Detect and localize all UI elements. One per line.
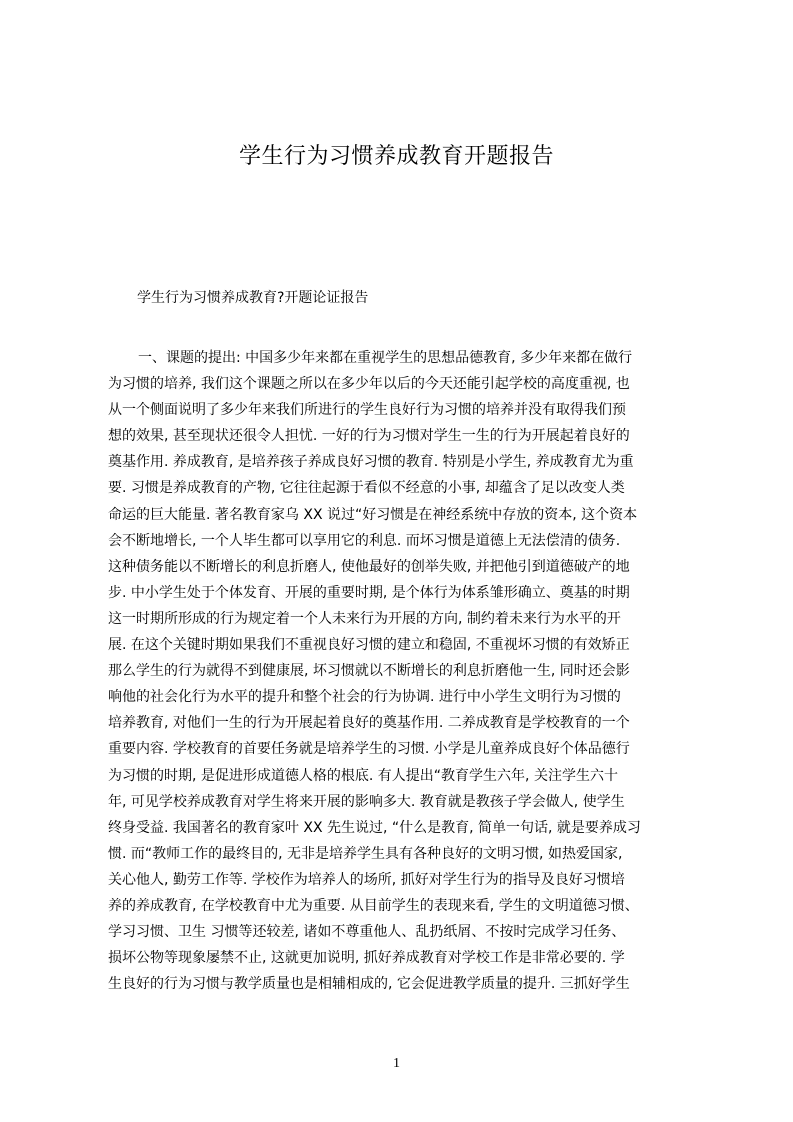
body-line: 奠基作用. 养成教育, 是培养孩子养成良好习惯的教育. 特别是小学生, 养成教育尤为重 (108, 454, 634, 471)
body-line: 养的养成教育, 在学校教育中尤为重要. 从目前学生的表现来看, 学生的文明道德习惯、 (108, 897, 639, 914)
body-line: 要. 习惯是养成教育的产物, 它往往起源于看似不经意的小事, 却蕴含了足以改变人类 (108, 480, 625, 497)
body-line: 为习惯的时期, 是促进形成道德人格的根底. 有人提出“教育学生六年, 关注学生六十 (108, 767, 618, 784)
body-line: 那么学生的行为就得不到健康展, 坏习惯就以不断增长的利息折磨他一生, 同时还会影 (108, 663, 630, 680)
body-line: 命运的巨大能量. 著名教育家乌 XX 说过“好习惯是在神经系统中存放的资本, 这个资本 (108, 506, 638, 523)
document-subtitle: 学生行为习惯养成教育?开题论证报告 (137, 290, 369, 306)
body-line: 会不断地增长, 一个人毕生都可以享用它的利息. 而坏习惯是道德上无法偿清的债务. (108, 532, 621, 549)
page-number: 1 (393, 1056, 400, 1071)
body-line: 学习习惯、卫生 习惯等还较差, 诸如不尊重他人、乱扔纸屑、不按时完成学习任务、 (108, 924, 626, 941)
body-line: 从一个侧面说明了多少年来我们所进行的学生良好行为习惯的培养并没有取得我们预 (108, 402, 626, 419)
body-line: 关心他人, 勤劳工作等. 学校作为培养人的场所, 抓好对学生行为的指导及良好习惯培 (108, 871, 625, 888)
body-line: 一、课题的提出: 中国多少年来都在重视学生的思想品德教育, 多少年来都在做行 (138, 350, 633, 366)
body-line: 年, 可见学校养成教育对学生将来开展的影响多大. 教育就是教孩子学会做人, 使学生 (108, 793, 625, 810)
body-line: 重要内容. 学校教育的首要任务就是培养学生的习惯. 小学是儿童养成良好个体品德行 (108, 741, 630, 758)
body-line: 损坏公物等现象屡禁不止, 这就更加说明, 抓好养成教育对学校工作是非常必要的. 学 (108, 950, 625, 967)
body-line: 展. 在这个关键时期如果我们不重视良好习惯的建立和稳固, 不重视坏习惯的有效矫正 (108, 637, 630, 654)
body-line: 这一时期所形成的行为规定着一个人未来行为开展的方向, 制约着未来行为水平的开 (108, 610, 621, 627)
body-paragraph (108, 345, 698, 997)
body-line: 为习惯的培养, 我们这个课题之所以在多少年以后的今天还能引起学校的高度重视, 也 (108, 376, 630, 393)
body-line: 惯. 而“教师工作的最终目的, 无非是培养学生具有各种良好的文明习惯, 如热爱国家, (108, 845, 623, 862)
body-line: 培养教育, 对他们一生的行为开展起着良好的奠基作用. 二养成教育是学校教育的一个 (108, 715, 630, 732)
body-line: 响他的社会化行为水平的提升和整个社会的行为协调. 进行中小学生文明行为习惯的 (108, 689, 621, 706)
body-line: 想的效果, 甚至现状还很令人担忧. 一好的行为习惯对学生一生的行为开展起着良好的 (108, 428, 630, 445)
body-line: 生良好的行为习惯与教学质量也是相辅相成的, 它会促进教学质量的提升. 三抓好学生 (108, 976, 630, 993)
document-title: 学生行为习惯养成教育开题报告 (238, 144, 554, 169)
body-line: 这种债务能以不断增长的利息折磨人, 使他最好的创举失败, 并把他引到道德破产的地 (108, 558, 630, 575)
body-line: 终身受益. 我国著名的教育家叶 XX 先生说过, “什么是教育, 简单一句话, 就是要养成习 (108, 819, 641, 836)
body-line: 步. 中小学生处于个体发育、开展的重要时期, 是个体行为体系雏形确立、奠基的时期 (108, 584, 630, 601)
